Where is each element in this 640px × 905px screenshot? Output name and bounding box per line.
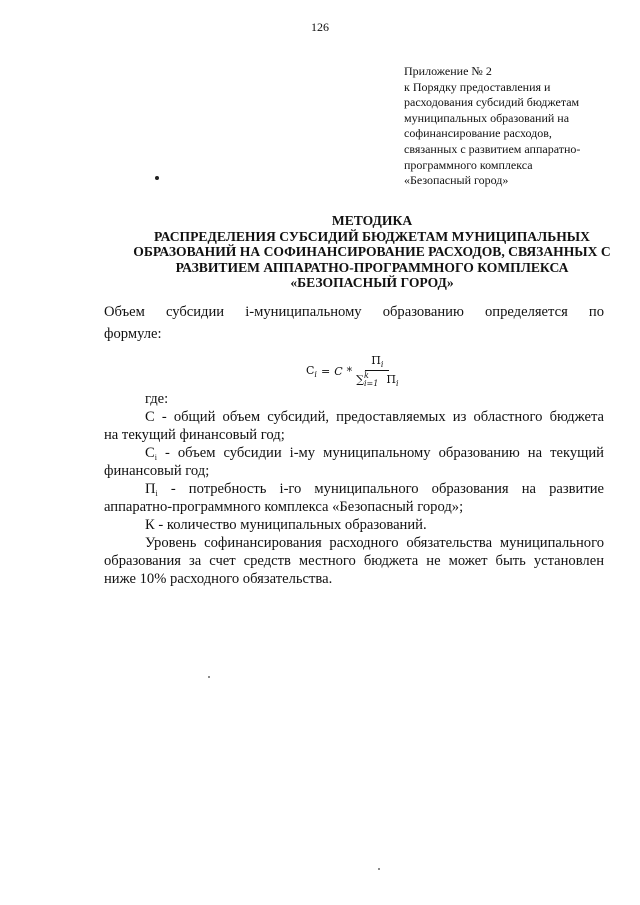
- intro-line: Объем субсидии i-муниципальному образованию определяется по: [104, 304, 604, 320]
- title-line: РАЗВИТИЕМ АППАРАТНО-ПРОГРАММНОГО КОМПЛЕКСА: [175, 259, 569, 275]
- scan-speck-mark: [208, 676, 210, 678]
- formula-lhs: $С_i$: [306, 363, 317, 379]
- appendix-line: софинансирование расходов,: [404, 126, 552, 141]
- formula-c: C: [334, 364, 343, 378]
- formula-equals: =: [320, 364, 331, 378]
- sum-limits: k i=1: [363, 371, 379, 388]
- definition-c-line: С - общий объем субсидий, предоставляемых из областного бюджета: [145, 409, 604, 425]
- intro-line: формуле:: [104, 326, 162, 342]
- definition-ci-line: $С_i$ - объем субсидии i-му муниципальному образованию на текущий: [145, 445, 604, 462]
- appendix-line: расходования субсидий бюджетам: [404, 95, 580, 110]
- definition-c-line: на текущий финансовый год;: [104, 427, 285, 443]
- page-number: 126: [311, 20, 329, 34]
- scan-dot-mark: [155, 176, 159, 180]
- formula-numerator: $П_i$: [365, 354, 389, 371]
- closing-line: ниже 10% расходного обязательства.: [104, 571, 333, 587]
- formula-fraction: [356, 354, 398, 388]
- where-label: где:: [145, 391, 169, 407]
- scan-speck-mark: [378, 868, 380, 870]
- title-line: «БЕЗОПАСНЫЙ ГОРОД»: [290, 275, 454, 291]
- title-line: МЕТОДИКА: [331, 213, 413, 228]
- definition-ci-line: финансовый год;: [104, 463, 210, 479]
- title-line: ОБРАЗОВАНИЙ НА СОФИНАНСИРОВАНИЕ РАСХОДОВ, СВЯЗАННЫХ С: [133, 244, 611, 260]
- closing-line: образования за счет средств местного бюджета не может быть установлен: [104, 553, 604, 569]
- appendix-line: муниципальных образований на: [404, 110, 570, 125]
- sum-icon: ∑: [356, 373, 364, 386]
- document-title: [0, 213, 640, 291]
- title-line: РАСПРЕДЕЛЕНИЯ СУБСИДИЙ БЮДЖЕТАМ МУНИЦИПАЛЬНЫХ: [154, 228, 590, 244]
- definition-k-line: К - количество муниципальных образований.: [145, 517, 427, 533]
- formula-times: *: [346, 364, 353, 378]
- formula-denominator: ∑ k i=1 $П_i$: [356, 371, 399, 388]
- closing-line: Уровень софинансирования расходного обязательства муниципального: [145, 535, 604, 551]
- appendix-line: связанных с развитием аппаратно-: [404, 141, 581, 156]
- appendix-line: Приложение № 2: [404, 64, 492, 78]
- appendix-line: к Порядку предоставления и: [404, 79, 551, 94]
- subsidy-formula: [306, 354, 399, 388]
- definition-pi-line: аппаратно-программного комплекса «Безопасный город»;: [104, 499, 464, 515]
- appendix-line: программного комплекса: [404, 157, 533, 172]
- appendix-line: «Безопасный город»: [404, 173, 509, 188]
- definition-pi-line: $П_i$ - потребность i-го муниципального образования на развитие: [145, 481, 604, 498]
- appendix-block: [404, 64, 634, 189]
